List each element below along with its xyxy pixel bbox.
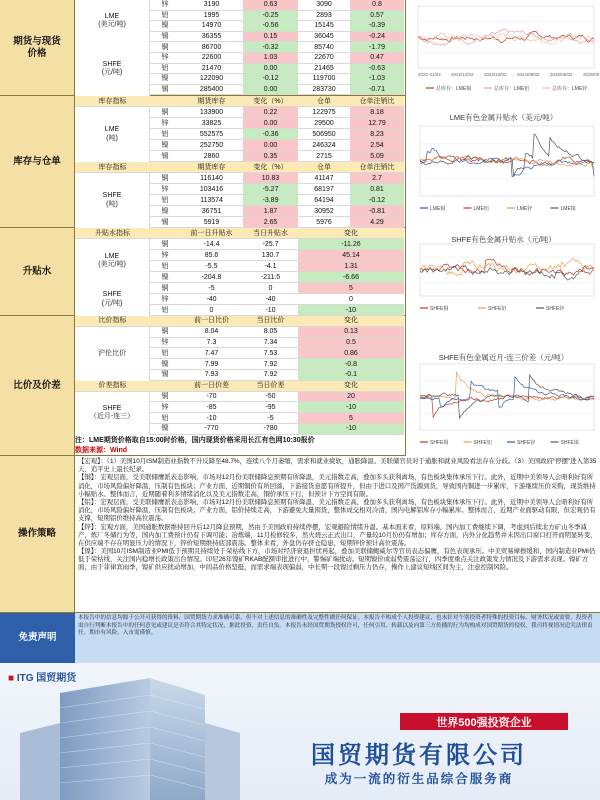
section-label-inventory: 库存与仓单 bbox=[0, 96, 75, 227]
note-line-1: 注：LME期货价格取自15:00时价格，国内现货价格采用长江有色网10:30报价 bbox=[75, 437, 315, 444]
price-value-2: 15145 bbox=[314, 22, 334, 30]
spread-prev: -770 bbox=[204, 425, 219, 433]
prem-header-1: 前一日升贴水 bbox=[190, 229, 233, 237]
ratio-change: 0.13 bbox=[298, 327, 404, 337]
metal-name: 锌 bbox=[161, 251, 169, 259]
prem-header-0: 升贴水指标 bbox=[95, 229, 130, 237]
price-row bbox=[150, 11, 404, 22]
inv-shfe-row bbox=[150, 206, 404, 217]
metal-name: 锌 bbox=[161, 54, 169, 62]
chart-shfe-premium-title: SHFE有色金属升贴水（元/吨） bbox=[451, 235, 556, 244]
ratio-prev: 7.3 bbox=[206, 338, 217, 346]
prem-shfe-group: SHFE (元/吨) bbox=[75, 283, 150, 316]
prem-prev: -14.4 bbox=[203, 240, 220, 248]
prem-prev: -204.8 bbox=[201, 273, 222, 281]
price-change-2: 0.47 bbox=[350, 53, 404, 63]
price-row bbox=[150, 0, 404, 11]
metal-name: 铜 bbox=[161, 240, 169, 248]
price-change-2: -0.24 bbox=[350, 32, 404, 42]
cancel-ratio: 12.79 bbox=[350, 118, 404, 128]
ratio-row bbox=[150, 327, 404, 338]
ratio-today: 7.53 bbox=[263, 349, 278, 357]
metal-name: 铜 bbox=[161, 108, 169, 116]
inv-value: 252750 bbox=[199, 141, 224, 149]
spread-header-blank bbox=[150, 381, 180, 391]
metal-name: 镍 bbox=[161, 425, 169, 433]
spread-change: -10 bbox=[298, 402, 404, 412]
price-change: -0.32 bbox=[243, 42, 298, 52]
inv-value: 5919 bbox=[203, 218, 220, 226]
price-value: 122090 bbox=[199, 75, 224, 83]
warrant-value: 68197 bbox=[314, 185, 334, 193]
note-line-2: 数据来源：Wind bbox=[75, 447, 128, 454]
price-change-2: -1.79 bbox=[350, 42, 404, 52]
prem-prev: 0 bbox=[209, 306, 214, 314]
metal-name: 镍 bbox=[161, 273, 169, 281]
inv-value: 33825 bbox=[201, 119, 222, 127]
inv-change: 2.65 bbox=[243, 217, 298, 227]
metal-name: 镍 bbox=[161, 141, 169, 149]
metal-name: 铝 bbox=[161, 11, 169, 19]
strategy-macro: 【宏观】：（1）美国10月ISM制造业指数不升反降至48.7%，连续八个月萎缩，需求和就业疲软，通胀降温。美联储官员对于通胀和就业风险看法存在分歧。（3）美国政府“停摆”进入第35天，追平史上最长纪录。 bbox=[78, 458, 597, 474]
spread-change: -10 bbox=[298, 424, 404, 434]
inv-value: 103416 bbox=[199, 185, 224, 193]
inv-value: 2860 bbox=[203, 152, 220, 160]
metal-name: 铝 bbox=[161, 414, 169, 422]
price-table bbox=[75, 0, 404, 96]
inv-shfe-row bbox=[150, 195, 404, 206]
spread-row bbox=[150, 402, 404, 413]
inv-shfe-group: SHFE (吨) bbox=[75, 173, 150, 228]
ratio-change: 0.86 bbox=[298, 348, 404, 358]
spread-today: -50 bbox=[265, 392, 276, 400]
chart-shfe-spread-svg bbox=[406, 316, 600, 456]
spread-row bbox=[150, 392, 404, 403]
price-change: -0.56 bbox=[243, 21, 298, 31]
chart-legend-label: LME铝 bbox=[473, 206, 489, 212]
prem-change: 5 bbox=[298, 283, 404, 293]
price-change: -0.25 bbox=[243, 11, 298, 21]
price-change: -0.12 bbox=[243, 74, 298, 84]
inv-lme-row bbox=[150, 129, 404, 140]
spread-today: -780 bbox=[263, 425, 278, 433]
cancel-ratio: 2.7 bbox=[350, 173, 404, 183]
chart-legend-label: SHFE铝 bbox=[473, 440, 492, 446]
spread-header-1: 前一日价差 bbox=[194, 382, 229, 390]
chart-x-tick-label: 2024/08/02 bbox=[517, 72, 540, 77]
price-value: 1995 bbox=[203, 11, 220, 19]
prem-lme-row bbox=[150, 239, 404, 250]
inv-header-blank bbox=[150, 96, 180, 106]
strategy-copper: 【铜】：宏观层面，受美联储鹰派表态影响，市场对12月份美联储降息预期有所降温，美元指数走高，叠加多头获利离场，有色板块集体承压下行。此外，近期中美领导人会晤利好有所消化，市场风险偏好降温，压制有色板块；产业方面，近期铜价有所回落，下游接货意愿有所提升，但由于进口及国产货源到货，导致国内铜进一步累库，下游继续压价采购，现货维持小幅贴水。整体而言，近期随着利多情绪消化以及美元指数走高，铜价承压下行，但预计下方空间有限。 bbox=[78, 474, 596, 498]
chart-lme-premium-title: LME有色金属升贴水（美元/吨） bbox=[449, 113, 558, 122]
price-value: 86700 bbox=[201, 43, 222, 51]
prem-prev: -5 bbox=[208, 284, 215, 292]
ratio-prev: 7.47 bbox=[204, 349, 219, 357]
section-label-strategy: 操作策略 bbox=[0, 456, 75, 612]
inv-header-2: 变化（%） bbox=[253, 97, 288, 105]
price-value: 285400 bbox=[199, 86, 224, 94]
price-value-2: 119700 bbox=[312, 75, 336, 83]
ratio-change: -0.1 bbox=[298, 370, 404, 380]
metal-name: 锌 bbox=[161, 338, 169, 346]
price-change-2: -0.71 bbox=[350, 85, 404, 95]
price-value-2: 2893 bbox=[316, 11, 332, 19]
spread-header-0: 价差指标 bbox=[98, 382, 127, 390]
warrant-value: 122975 bbox=[312, 108, 336, 116]
prem-header-row bbox=[75, 228, 404, 239]
inv-lme-row bbox=[150, 118, 404, 129]
ratio-change: 0.5 bbox=[298, 338, 404, 348]
spread-header-3: 变化 bbox=[344, 382, 358, 390]
price-value-2: 283730 bbox=[312, 86, 336, 94]
chart-shfe-spread-title: SHFE有色金属近月-连三价差（元/吨） bbox=[438, 353, 569, 362]
ratio-row bbox=[150, 348, 404, 359]
metal-name: 铝 bbox=[161, 64, 169, 72]
prem-change: -6.66 bbox=[298, 272, 404, 282]
inv-header-4b: 仓单注销比 bbox=[359, 163, 395, 171]
footer-logo-mark: ■ bbox=[8, 673, 15, 684]
ratio-row bbox=[150, 338, 404, 349]
spread-header-2: 当日价差 bbox=[256, 382, 285, 390]
prem-header-3: 变化 bbox=[344, 229, 358, 237]
footer-logo bbox=[8, 669, 76, 684]
inv-lme-row bbox=[150, 140, 404, 151]
premium-table bbox=[75, 228, 404, 316]
chart-legend-label: LME镍 bbox=[560, 206, 576, 212]
strategy-nickel: 【镍】：美国10月ISM制造业PMI低于预期且持续处于荣枯线下方，市场对经济衰退担忧再起，叠加美联储鲍威尔等官员表态偏鹰，有色表现承压。中美贸易摩擦缓和，国内制造业PMI仍低于荣枯线，关注国内稳增长政策出台情况。印尼26年镍矿RKAB配额审批进行中，警惕矿端扰动。短期镍价或弱势震荡运行，四季度重点关注政策发力情况及下游需求表现。镍矿方面，由于菲律宾雨季，镍矿供应扰动增加，中间品价格坚挺，而需求端表现偏弱，中长期一段镍过剩压力仍存，操作上建议短线区间为主，注意控制风险。 bbox=[78, 548, 596, 572]
inv-header-row-2 bbox=[75, 162, 404, 173]
metal-name: 铝 bbox=[161, 306, 169, 314]
metal-name: 锌 bbox=[161, 403, 169, 411]
metal-name: 铝 bbox=[161, 196, 169, 204]
inv-value: 116140 bbox=[200, 174, 223, 182]
spread-group: SHFE （近月-连三） bbox=[75, 392, 150, 435]
spread-today: -95 bbox=[265, 403, 276, 411]
inv-header-2b: 变化（%） bbox=[253, 163, 288, 171]
inv-value: 36751 bbox=[201, 207, 222, 215]
prem-today: -4.1 bbox=[264, 262, 277, 270]
chart-x-tick-label: 2022/12/02 bbox=[451, 72, 474, 77]
price-row bbox=[150, 53, 404, 64]
spread-header-row bbox=[75, 381, 404, 392]
price-row bbox=[150, 42, 404, 53]
metal-name: 锌 bbox=[161, 119, 169, 127]
inv-change: 0.00 bbox=[243, 118, 298, 128]
ratio-today: 7.34 bbox=[263, 338, 278, 346]
disclaimer-text: 本报告中的信息均源于公开可获得的资料，国贸期货力求准确可靠，但不对上述信息的准确性及完整性做任何保证。本报告不构成个人投资建议，也未针对个别投资者特殊的投资目标、财务状况或需要，投资者需自行判断本报告中的任何意见或建议是否符合其特定状况，据此投资，责任自负。本报告未经国贸期货授权许可，任何引用、转载以及向第三方传播的行为均构成对国贸期货的侵权，我司将视情况追究法律责任。期市有风险，入市需谨慎。 bbox=[75, 613, 600, 663]
strategy-zinc: 【锌】：宏观方面，美国通胀数据维持回升后12月降息预期，然由于美国政府持续停摆，宏观避险情绪升温。基本面来看，原料端，国内加工费继续下调，考虑到后续北方矿山冬季减产，炼厂冬储行为等，国内加工费预计仍有下调可能；冶炼端，11月检修较多，然火烧云正式出口，产量较10月份仍有增加；库存方面，内外分化趋势并未因出口窗口打开而明显转变，在供应端不存在明显压力的情况下，锌价短期维持底部震荡。整体来看，外盘仍存挤仓隐患，短期锌价预计高位震荡。 bbox=[78, 523, 597, 547]
prem-today: 0 bbox=[268, 284, 273, 292]
price-value: 36355 bbox=[201, 33, 222, 41]
price-value: 14970 bbox=[201, 22, 222, 30]
metal-name: 铜 bbox=[161, 392, 169, 400]
price-row bbox=[150, 74, 404, 85]
chart-lme-inventory-svg bbox=[406, 0, 600, 96]
footer-slogan: 成为一流的衍生品综合服务商 bbox=[324, 772, 514, 786]
prem-change: -11.26 bbox=[298, 239, 404, 249]
spread-row bbox=[150, 424, 404, 435]
metal-name: 锡 bbox=[161, 371, 169, 379]
chart-legend-label: 总库存：LME锌 bbox=[552, 86, 588, 92]
section-label-ratio: 比价及价差 bbox=[0, 316, 75, 455]
chart-lme-premium bbox=[405, 96, 600, 228]
chart-shfe-premium bbox=[405, 228, 600, 316]
inv-header-row bbox=[75, 96, 404, 107]
footer-logo-text: ITG 国贸期货 bbox=[16, 673, 77, 684]
inv-lme-group: LME (吨) bbox=[75, 107, 150, 162]
warrant-value: 41147 bbox=[314, 174, 334, 182]
chart-x-tick-label: 2025/09 bbox=[583, 72, 600, 77]
inv-shfe-row bbox=[150, 217, 404, 228]
ratio-today: 7.92 bbox=[263, 360, 278, 368]
ratio-header-2: 当日比价 bbox=[256, 317, 285, 325]
inv-header-blank-b bbox=[150, 162, 180, 172]
cancel-ratio: 8.18 bbox=[350, 107, 404, 117]
warrant-value: 64194 bbox=[314, 196, 334, 204]
price-change: 0.00 bbox=[243, 85, 298, 95]
ratio-header-blank bbox=[150, 316, 180, 326]
ratio-header-3: 变化 bbox=[344, 317, 358, 325]
metal-name: 镍 bbox=[161, 207, 169, 215]
inv-header-0b: 库存指标 bbox=[98, 163, 127, 171]
price-row bbox=[150, 32, 404, 43]
price-value-2: 21465 bbox=[314, 64, 334, 72]
strategy-text bbox=[75, 457, 600, 612]
prem-today: -40 bbox=[265, 295, 276, 303]
price-value: 3190 bbox=[203, 1, 220, 9]
cancel-ratio: 8.23 bbox=[350, 129, 404, 139]
prem-shfe-row bbox=[150, 305, 404, 316]
price-row bbox=[150, 64, 404, 75]
price-change-2: 0.8 bbox=[350, 0, 404, 10]
prem-lme-row bbox=[150, 272, 404, 283]
price-value: 21470 bbox=[201, 64, 222, 72]
inv-change: 0.35 bbox=[243, 151, 298, 161]
prem-lme-group: LME (美元/吨) bbox=[75, 239, 150, 283]
cancel-ratio: 2.54 bbox=[350, 140, 404, 150]
prem-today: -25.7 bbox=[262, 240, 279, 248]
ratio-header-0: 比价指标 bbox=[98, 317, 127, 325]
price-value-2: 85740 bbox=[314, 43, 334, 51]
ratio-prev: 8.04 bbox=[204, 328, 219, 336]
prem-today: 130.7 bbox=[261, 251, 280, 259]
inv-header-4: 仓单注销比 bbox=[359, 97, 395, 105]
inv-lme-row bbox=[150, 151, 404, 162]
chart-legend-label: SHFE镍 bbox=[560, 440, 579, 446]
prem-shfe-row bbox=[150, 283, 404, 294]
prem-today: -211.5 bbox=[260, 273, 281, 281]
chart-legend-label: SHFE锌 bbox=[517, 440, 536, 446]
price-change-2: -0.63 bbox=[350, 64, 404, 74]
spread-prev: -10 bbox=[206, 414, 217, 422]
price-change-2: -1.03 bbox=[350, 74, 404, 84]
inv-header-3: 仓单 bbox=[317, 97, 331, 105]
inv-change: -3.89 bbox=[243, 195, 298, 205]
spread-prev: -85 bbox=[206, 403, 217, 411]
ratio-today: 8.05 bbox=[263, 328, 278, 336]
inv-header-1: 期货库存 bbox=[197, 97, 226, 105]
price-shfe-group: SHFE (元/吨) bbox=[75, 42, 150, 96]
spread-change: 5 bbox=[298, 413, 404, 423]
warrant-value: 30952 bbox=[314, 207, 334, 215]
section-label-premium: 升贴水 bbox=[0, 228, 75, 315]
cancel-ratio: -0.12 bbox=[350, 195, 404, 205]
metal-name: 铝 bbox=[161, 262, 169, 270]
strategy-aluminum: 【铝】：宏观层面，受美联储鹰派表态影响，市场对12月份美联储降息预期有所降温，美元指数走高，叠加多头获利离场，有色板块集体承压下行。此外，近期中美领导人会晤利好有所消化，市场风险偏好降温，压制有色板块；产业方面，铝价持续走高，下游避免大量囤货，整体成交相对冷清，国内电解铝库存小幅累库。整体而言，近期产业面驱动有限，但宏观仍有支撑，短期铝价维持高位震荡。 bbox=[78, 498, 596, 523]
price-lme-group: LME (美元/吨) bbox=[75, 0, 150, 42]
section-label-disclaimer: 免责声明 bbox=[0, 613, 75, 663]
inv-change: 0.00 bbox=[243, 140, 298, 150]
metal-name: 锌 bbox=[161, 295, 169, 303]
metal-name: 铜 bbox=[161, 174, 169, 182]
chart-shfe-spread bbox=[405, 316, 600, 456]
inv-header-3b: 仓单 bbox=[317, 163, 331, 171]
chart-lme-inventory bbox=[405, 0, 600, 96]
spread-today: -5 bbox=[267, 414, 274, 422]
inv-shfe-row bbox=[150, 184, 404, 195]
spread-change: 20 bbox=[298, 392, 404, 402]
ratio-row bbox=[150, 370, 404, 381]
prem-prev: -5.5 bbox=[205, 262, 218, 270]
prem-header-2: 当日升贴水 bbox=[253, 229, 288, 237]
spread-prev: -70 bbox=[206, 392, 217, 400]
cancel-ratio: 0.81 bbox=[350, 184, 404, 194]
metal-name: 锡 bbox=[161, 86, 169, 94]
warrant-value: 246324 bbox=[312, 141, 336, 149]
footer-banner bbox=[0, 663, 600, 800]
ratio-row bbox=[150, 359, 404, 370]
cancel-ratio: -0.81 bbox=[350, 206, 404, 216]
price-value-2: 36045 bbox=[314, 33, 334, 41]
chart-x-tick-label: 2022-01/02 bbox=[418, 72, 441, 77]
price-value-2: 22670 bbox=[314, 54, 334, 62]
prem-header-blank bbox=[150, 228, 180, 238]
price-change-2: -0.39 bbox=[350, 21, 404, 31]
metal-name: 铝 bbox=[161, 349, 169, 357]
chart-legend-label: SHFE铝 bbox=[488, 306, 507, 312]
footer-company-name: 国贸期货有限公司 bbox=[311, 742, 527, 769]
price-row bbox=[150, 21, 404, 32]
prem-change: 0 bbox=[298, 294, 404, 304]
inv-shfe-row bbox=[150, 173, 404, 184]
metal-name: 锌 bbox=[161, 185, 169, 193]
chart-legend-label: SHFE铜 bbox=[430, 306, 449, 312]
chart-legend-label: LME铜 bbox=[430, 206, 446, 212]
warrant-value: 5976 bbox=[316, 218, 332, 226]
ratio-change: -0.8 bbox=[298, 359, 404, 369]
prem-lme-row bbox=[150, 261, 404, 272]
inv-value: 113574 bbox=[200, 196, 223, 204]
inv-change: -0.36 bbox=[243, 129, 298, 139]
prem-lme-row bbox=[150, 250, 404, 261]
ratio-table bbox=[75, 316, 404, 434]
price-change: 0.15 bbox=[243, 32, 298, 42]
ratio-prev: 7.93 bbox=[204, 371, 219, 379]
ratio-prev: 7.99 bbox=[204, 360, 219, 368]
footer-badge: 世界500强投资企业 bbox=[400, 713, 568, 730]
chart-legend-label: SHFE锌 bbox=[546, 306, 565, 312]
metal-name: 铜 bbox=[161, 43, 169, 51]
prem-prev: -40 bbox=[206, 295, 217, 303]
inv-change: 1.87 bbox=[243, 206, 298, 216]
chart-x-tick-label: 2025/06/02 bbox=[550, 72, 573, 77]
price-change: 0.00 bbox=[243, 64, 298, 74]
warrant-value: 29500 bbox=[314, 119, 334, 127]
metal-name: 镍 bbox=[161, 360, 169, 368]
section-label-price: 期货与现货 价格 bbox=[0, 0, 75, 95]
inv-change: 0.22 bbox=[243, 107, 298, 117]
metal-name: 锡 bbox=[161, 33, 169, 41]
ratio-group: 沪伦比价 bbox=[75, 327, 150, 381]
cancel-ratio: 5.09 bbox=[350, 151, 404, 161]
ratio-today: 7.92 bbox=[263, 371, 278, 379]
price-value-2: 3090 bbox=[316, 1, 332, 9]
metal-name: 铜 bbox=[161, 284, 169, 292]
metal-name: 镍 bbox=[161, 22, 169, 30]
chart-legend-label: LME锌 bbox=[517, 206, 533, 212]
cancel-ratio: 4.29 bbox=[350, 217, 404, 227]
metal-name: 铜 bbox=[161, 328, 169, 336]
price-row bbox=[150, 85, 404, 96]
price-change-2: 0.57 bbox=[350, 11, 404, 21]
inv-header-1b: 期货库存 bbox=[197, 163, 226, 171]
chart-legend-label: SHFE铜 bbox=[430, 440, 449, 446]
prem-prev: 85.6 bbox=[204, 251, 219, 259]
metal-name: 锡 bbox=[161, 218, 169, 226]
inv-header-0: 库存指标 bbox=[98, 97, 127, 105]
prem-today: -10 bbox=[265, 306, 276, 314]
metal-name: 铝 bbox=[161, 130, 169, 138]
chart-legend-label: 总库存：LME铝 bbox=[494, 86, 530, 92]
ratio-header-1: 前一日比价 bbox=[194, 317, 229, 325]
inv-lme-row bbox=[150, 107, 404, 118]
chart-x-tick-label: 2023/10/02 bbox=[484, 72, 507, 77]
inv-value: 133900 bbox=[199, 108, 224, 116]
ratio-header-row bbox=[75, 316, 404, 327]
prem-change: 45.14 bbox=[298, 250, 404, 260]
prem-change: 1.31 bbox=[298, 261, 404, 271]
inv-change: 10.83 bbox=[243, 173, 298, 183]
inventory-table bbox=[75, 96, 404, 228]
warrant-value: 506950 bbox=[312, 130, 336, 138]
metal-name: 镍 bbox=[161, 75, 169, 83]
section-disclaimer bbox=[0, 613, 600, 663]
metal-name: 锌 bbox=[161, 1, 169, 9]
inv-value: 552575 bbox=[199, 130, 224, 138]
prem-shfe-row bbox=[150, 294, 404, 305]
chart-legend-label: 总库存：LME铜 bbox=[436, 86, 472, 92]
spread-row bbox=[150, 413, 404, 424]
price-value: 22600 bbox=[201, 54, 222, 62]
price-change: 0.63 bbox=[243, 0, 298, 10]
price-change: 1.03 bbox=[243, 53, 298, 63]
warrant-value: 2715 bbox=[316, 152, 332, 160]
prem-change: -10 bbox=[298, 305, 404, 315]
metal-name: 锡 bbox=[161, 152, 169, 160]
inv-change: -5.27 bbox=[243, 184, 298, 194]
